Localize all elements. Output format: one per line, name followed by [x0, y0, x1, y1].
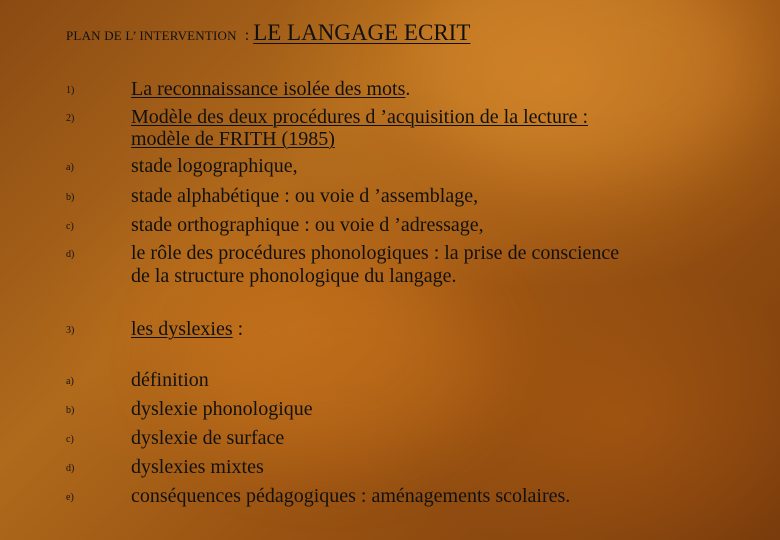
item-number: c): [66, 434, 74, 445]
item-number: 1): [66, 85, 75, 96]
item-text: stade orthographique : ou voie d ’adressage,: [131, 214, 484, 236]
item-number: a): [66, 376, 74, 387]
item-number: a): [66, 162, 74, 173]
title-prefix: PLAN DE L’ INTERVENTION: [66, 28, 237, 43]
item-text: Modèle des deux procédures d ’acquisition de la lecture :: [131, 106, 589, 128]
item-text: La reconnaissance isolée des mots.: [131, 78, 411, 100]
item-number: b): [66, 192, 75, 203]
item-number: d): [66, 463, 75, 474]
item-text: dyslexies mixtes: [131, 456, 264, 478]
item-text: dyslexie phonologique: [131, 398, 313, 420]
page-title: [66, 20, 470, 46]
item-text: stade logographique,: [131, 155, 298, 177]
item-number: d): [66, 249, 75, 260]
item-text: définition: [131, 369, 209, 391]
title-main: LE LANGAGE ECRIT: [253, 20, 471, 45]
item-text: stade alphabétique : ou voie d ’assemblage,: [131, 185, 479, 207]
item-text: les dyslexies :: [131, 318, 244, 340]
item-text: le rôle des procédures phonologiques : la prise de conscience: [131, 242, 620, 264]
item-text-continued: de la structure phonologique du langage.: [131, 265, 457, 287]
item-text: conséquences pédagogiques : aménagements scolaires.: [131, 485, 571, 507]
item-text: dyslexie de surface: [131, 427, 285, 449]
item-number: c): [66, 221, 74, 232]
item-text-continued: modèle de FRITH (1985): [131, 128, 335, 150]
item-number: 3): [66, 325, 75, 336]
title-separator: :: [244, 27, 250, 44]
item-number: b): [66, 405, 75, 416]
item-number: 2): [66, 113, 75, 124]
background-glow: [420, 0, 760, 180]
item-number: e): [66, 492, 74, 503]
